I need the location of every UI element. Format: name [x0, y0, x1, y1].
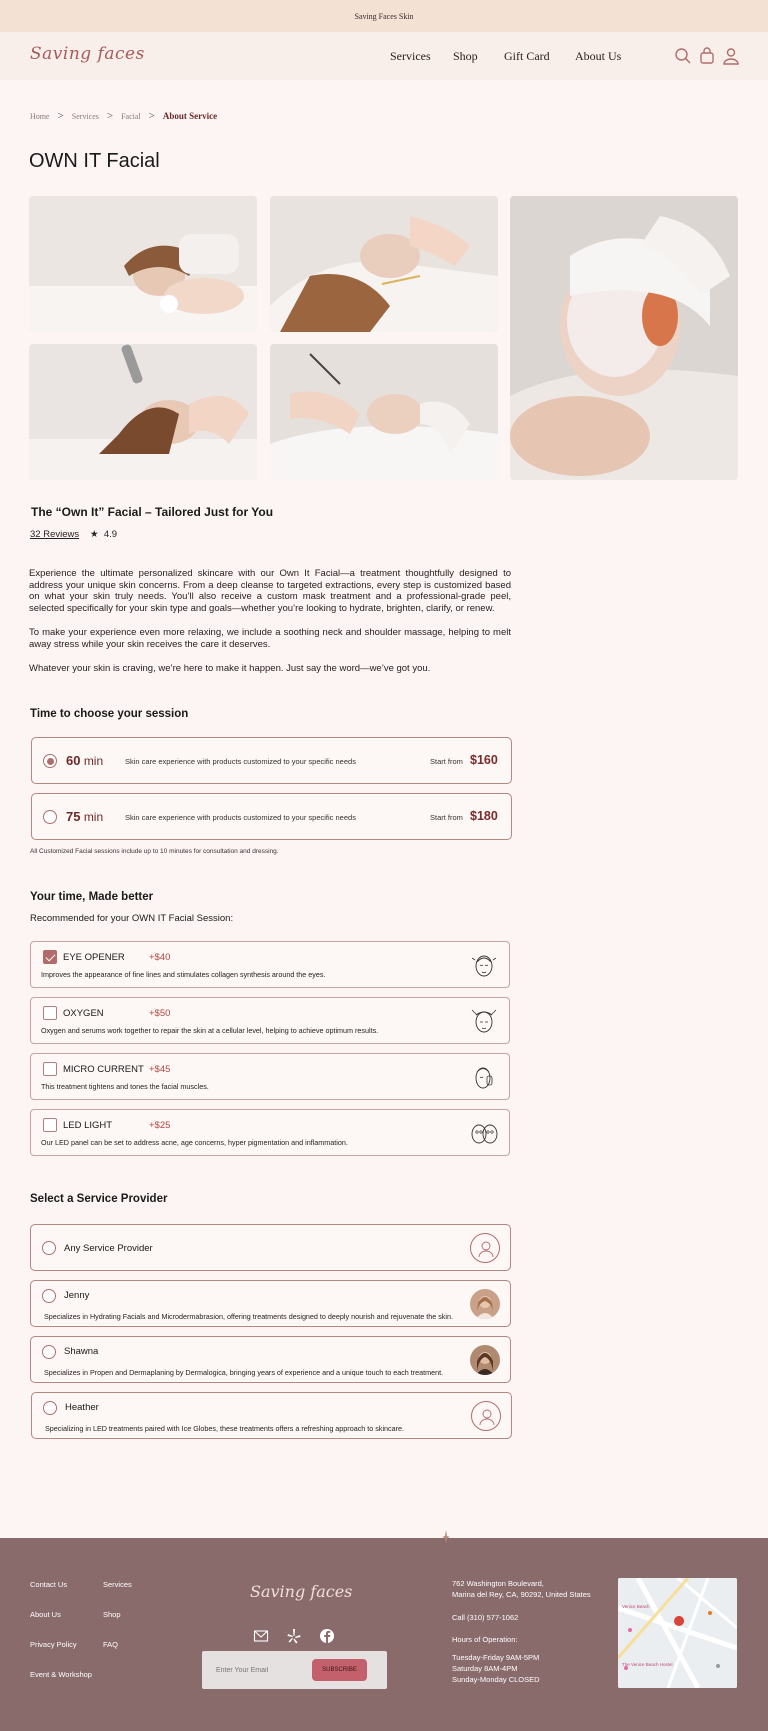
provider-radio[interactable]	[42, 1345, 56, 1359]
hours-label: Hours of Operation:	[452, 1635, 518, 1644]
addon-price: +$25	[149, 1120, 171, 1131]
avatar	[470, 1289, 500, 1319]
announcement-text: Saving Faces Skin	[354, 11, 414, 21]
nav-services[interactable]: Services	[390, 49, 431, 63]
addon-description: Improves the appearance of fine lines and stimulates collagen synthesis around the eyes.	[41, 970, 326, 979]
description-paragraph-1: Experience the ultimate personalized skincare with our Own It Facial—a treatment thoughtfully designed to address your unique skin concerns. From a deep cleanse to targeted extractions, every step is customized based on what your skin truly needs. You’ll also receive a custom mask treatment and a professional-grade peel, selected specifically for your skin type and goals—whether you’re looking to hydrate, brighten, clarify, or renew.	[29, 568, 511, 614]
user-icon[interactable]	[721, 46, 741, 66]
session-radio[interactable]	[43, 810, 57, 824]
gallery-photo-main[interactable]	[510, 196, 738, 480]
hours-weekday: Tuesday-Friday 9AM-5PM	[452, 1653, 540, 1662]
star-icon: ★	[90, 529, 99, 540]
address-line-1: 762 Washington Boulevard,	[452, 1579, 544, 1588]
addon-description: Oxygen and serums work together to repair the skin at a cellular level, helping to achieve optimum results.	[41, 1026, 379, 1035]
breadcrumb-home[interactable]: Home	[30, 111, 50, 121]
session-duration: 75 min	[66, 809, 104, 824]
gallery-photo-4[interactable]	[270, 344, 498, 480]
session-radio[interactable]	[43, 754, 57, 768]
gallery-photo-1[interactable]	[29, 196, 257, 332]
sparkle-icon	[442, 1530, 450, 1544]
chevron-right-icon: >	[106, 110, 114, 122]
microcurrent-face-icon	[469, 1062, 499, 1092]
session-duration: 60 min	[66, 753, 104, 768]
provider-name: Any Service Provider	[64, 1243, 153, 1254]
addon-description: Our LED panel can be set to address acne, age concerns, hyper pigmentation and inflammation.	[41, 1138, 348, 1147]
addon-name: LED LIGHT	[63, 1120, 113, 1131]
rating-value: 4.9	[103, 529, 118, 540]
addons-subheading: Recommended for your OWN IT Facial Session:	[30, 913, 234, 924]
avatar	[470, 1345, 500, 1375]
nav-about-us[interactable]: About Us	[575, 49, 622, 63]
yelp-icon[interactable]	[286, 1628, 302, 1644]
session-start-from: Start from	[430, 813, 463, 822]
addon-price: +$45	[149, 1064, 171, 1075]
footer-link-events[interactable]: Event & Workshop	[30, 1670, 92, 1679]
service-subtitle: The “Own It” Facial – Tailored Just for You	[31, 505, 274, 519]
hours-closed: Sunday-Monday CLOSED	[452, 1675, 540, 1684]
map-label-venice-beach: Venice Beach	[622, 1604, 650, 1609]
site-footer	[0, 1538, 768, 1731]
addon-name: EYE OPENER	[63, 952, 125, 963]
providers-heading: Select a Service Provider	[30, 1193, 168, 1205]
addon-checkbox[interactable]	[43, 1006, 57, 1020]
subscribe-button[interactable]: SUBSCRIBE	[312, 1659, 367, 1681]
avatar-placeholder-icon	[471, 1401, 501, 1431]
addon-micro-current[interactable]	[30, 1053, 510, 1100]
page-title: OWN IT Facial	[29, 150, 160, 172]
session-option-75[interactable]	[31, 793, 512, 840]
avatar-placeholder-icon	[470, 1233, 500, 1263]
sessions-note: All Customized Facial sessions include up to 10 minutes for consultation and dressing.	[30, 848, 279, 855]
session-price: $160	[470, 753, 498, 767]
nav-shop[interactable]: Shop	[453, 49, 478, 63]
description-paragraph-3: Whatever your skin is craving, we’re here to make it happen. Just say the word—we’ve got you.	[29, 663, 431, 674]
led-mask-icon	[469, 1118, 499, 1148]
addon-eye-opener[interactable]	[30, 941, 510, 988]
provider-jenny[interactable]	[30, 1280, 511, 1327]
breadcrumb-current: About Service	[162, 111, 218, 121]
oxygen-face-icon	[469, 1006, 499, 1036]
breadcrumb-services[interactable]: Services	[71, 111, 99, 121]
addon-description: This treatment tightens and tones the facial muscles.	[41, 1082, 209, 1091]
chevron-right-icon: >	[57, 110, 64, 122]
eye-face-icon	[469, 950, 499, 980]
facebook-icon[interactable]	[319, 1628, 335, 1644]
description-paragraph-2: To make your experience even more relaxing, we include a soothing neck and shoulder massage, helping to melt away stress while your skin receives the care it deserves.	[29, 627, 511, 650]
hours-saturday: Saturday 8AM-4PM	[452, 1664, 518, 1673]
provider-description: Specializing in LED treatments paired with Ice Globes, these treatments offers a refreshing approach to skincare.	[45, 1424, 405, 1433]
footer-link-contact[interactable]: Contact Us	[30, 1580, 68, 1589]
addon-name: MICRO CURRENT	[63, 1064, 144, 1075]
session-description: Skin care experience with products customized to your specific needs	[125, 813, 356, 822]
session-option-60[interactable]	[31, 737, 512, 784]
site-header	[0, 32, 768, 80]
provider-shawna[interactable]	[30, 1336, 511, 1383]
footer-logo[interactable]: Saving faces	[250, 1582, 353, 1601]
sessions-heading: Time to choose your session	[30, 708, 189, 720]
address-line-2: Marina del Rey, CA, 90292, United States	[452, 1590, 591, 1599]
bag-icon[interactable]	[697, 46, 717, 66]
location-map[interactable]	[618, 1578, 737, 1688]
reviews-link[interactable]: 32 Reviews	[30, 529, 80, 540]
search-icon[interactable]	[673, 46, 693, 66]
provider-any[interactable]	[30, 1224, 511, 1271]
gallery-photo-2[interactable]	[270, 196, 498, 332]
provider-heather[interactable]	[31, 1392, 512, 1439]
announcement-bar	[0, 0, 768, 32]
provider-radio[interactable]	[42, 1289, 56, 1303]
session-description: Skin care experience with products customized to your specific needs	[125, 757, 356, 766]
footer-link-faq[interactable]: FAQ	[103, 1640, 119, 1649]
footer-link-shop[interactable]: Shop	[103, 1610, 121, 1619]
logo[interactable]: Saving faces	[30, 44, 145, 64]
session-price: $180	[470, 809, 498, 823]
footer-link-privacy[interactable]: Privacy Policy	[30, 1640, 77, 1649]
rating	[90, 529, 117, 540]
addon-led-light[interactable]	[30, 1109, 510, 1156]
addon-checkbox[interactable]	[43, 950, 57, 964]
breadcrumb	[30, 110, 217, 122]
breadcrumb-facial[interactable]: Facial	[121, 111, 141, 121]
addon-oxygen[interactable]	[30, 997, 510, 1044]
addon-price: +$40	[149, 952, 171, 963]
newsletter-form	[202, 1651, 387, 1689]
phone[interactable]: Call (310) 577-1062	[452, 1613, 519, 1622]
footer-link-about[interactable]: About Us	[30, 1610, 61, 1619]
provider-radio[interactable]	[42, 1241, 56, 1255]
addon-checkbox[interactable]	[43, 1118, 57, 1132]
addon-price: +$50	[149, 1008, 171, 1019]
gallery-photo-3[interactable]	[29, 344, 257, 480]
email-input[interactable]	[216, 1663, 316, 1677]
provider-name: Jenny	[64, 1290, 90, 1301]
nav-gift-card[interactable]: Gift Card	[504, 49, 550, 63]
chevron-right-icon: >	[148, 110, 155, 122]
provider-description: Specializes in Hydrating Facials and Microdermabrasion, offering treatments designed to deeply nourish and rejuvenate the skin.	[44, 1312, 453, 1321]
footer-link-services[interactable]: Services	[103, 1580, 132, 1589]
provider-radio[interactable]	[43, 1401, 57, 1415]
provider-description: Specializes in Propen and Dermaplaning by Dermalogica, bringing years of experience and a unique touch to each treatment.	[44, 1368, 444, 1377]
provider-name: Shawna	[64, 1346, 99, 1357]
mail-icon[interactable]	[253, 1628, 269, 1644]
session-start-from: Start from	[430, 757, 463, 766]
addons-heading: Your time, Made better	[30, 891, 154, 903]
map-label-hostel: The Venice Beach Hostel	[622, 1662, 673, 1667]
provider-name: Heather	[65, 1402, 99, 1413]
addon-checkbox[interactable]	[43, 1062, 57, 1076]
addon-name: OXYGEN	[63, 1008, 104, 1019]
